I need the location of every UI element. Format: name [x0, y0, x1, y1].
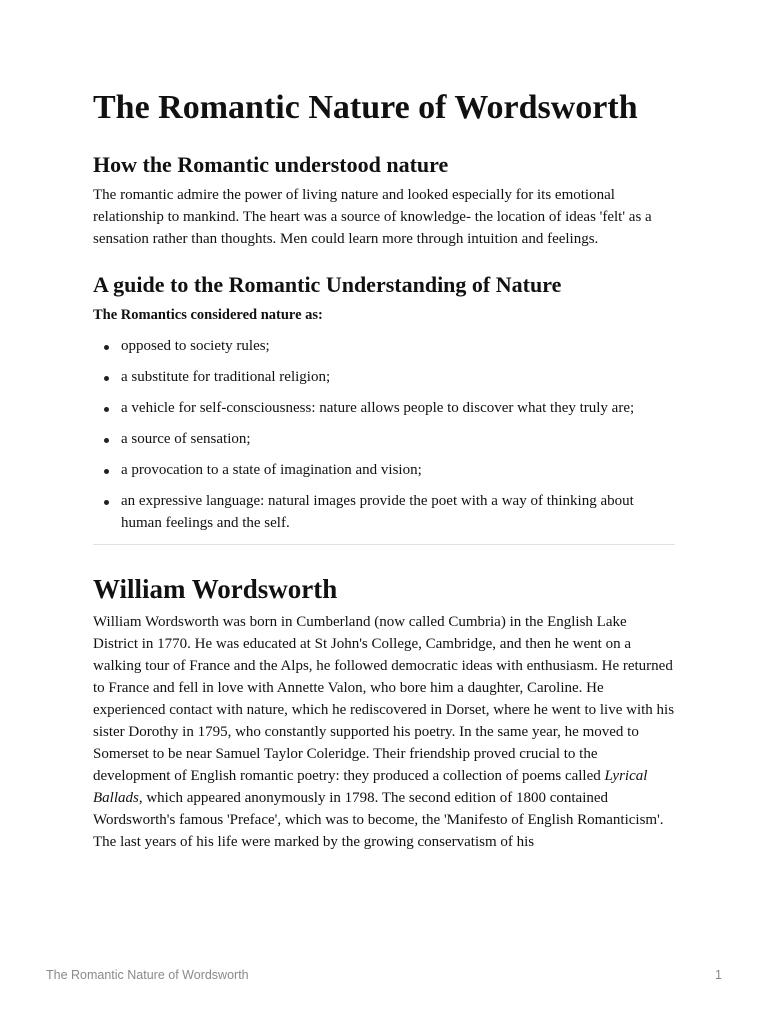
- list-item: [93, 490, 675, 534]
- biography-text-start: William Wordsworth was born in Cumberland (now called Cumbria) in the English Lake District in 1770. He was educated at St John's College, Cambridge, and then he went on a walking tour of France and the Alps, he followed democratic ideas with enthusiasm. He returned to France and fell in love with Annette Valon, who bore him a daughter, Caroline. He experienced contact with nature, which he rediscovered in Dorset, where he went to live with his sister Dorothy in 1795, who constantly supported his poetry. In the same year, he moved to Somerset to be near Samuel Taylor Coleridge. Their friendship proved crucial to the development of English romantic poetry: they produced a collection of poems called: [93, 614, 675, 784]
- paragraph-romantic-nature: The romantic admire the power of living nature and looked especially for its emotional relationship to mankind. The heart was a source of knowledge- the location of ideas 'felt' as a sensation rather than thoughts. Men could learn more through intuition and feelings.: [93, 187, 652, 247]
- page-title: The Romantic Nature of Wordsworth: [93, 89, 638, 126]
- list-item: [93, 335, 675, 357]
- section-heading-wordsworth: William Wordsworth: [93, 574, 338, 604]
- list-item-text: a source of sensation;: [121, 431, 251, 447]
- list-item-text: a provocation to a state of imagination and vision;: [121, 462, 422, 478]
- list-lead: The Romantics considered nature as:: [93, 307, 323, 323]
- bullet-icon: [104, 469, 109, 474]
- list-item: [93, 428, 675, 450]
- paragraph-biography: [93, 611, 675, 853]
- biography-text-end: , which appeared anonymously in 1798. The second edition of 1800 contained Wordsworth's famous 'Preface', which was to become, the 'Manifesto of English Romanticism'. The last years of his life were marked by the growing conservatism of his: [93, 790, 664, 850]
- list-item: [93, 366, 675, 388]
- nature-list: [93, 335, 675, 534]
- list-item-text: opposed to society rules;: [121, 338, 270, 354]
- bullet-icon: [104, 345, 109, 350]
- list-item: [93, 459, 675, 481]
- section-heading-romantic-nature: How the Romantic understood nature: [93, 152, 449, 177]
- bullet-icon: [104, 500, 109, 505]
- lyrical-ballads-title: Lyrical Ballads: [93, 768, 648, 806]
- list-item-text: a vehicle for self-consciousness: nature allows people to discover what they truly are;: [121, 400, 635, 416]
- page-footer: [46, 968, 722, 982]
- section-heading-guide: A guide to the Romantic Understanding of Nature: [93, 272, 562, 297]
- section-divider: [93, 544, 675, 545]
- footer-doc-title: The Romantic Nature of Wordsworth: [46, 968, 249, 982]
- bullet-icon: [104, 438, 109, 443]
- list-item-text: an expressive language: natural images provide the poet with a way of thinking about human feelings and the self.: [121, 493, 634, 531]
- list-item-text: a substitute for traditional religion;: [121, 369, 331, 385]
- bullet-icon: [104, 376, 109, 381]
- page-number: 1: [715, 968, 722, 982]
- document-page: [93, 86, 675, 853]
- list-item: [93, 397, 675, 419]
- bullet-icon: [104, 407, 109, 412]
